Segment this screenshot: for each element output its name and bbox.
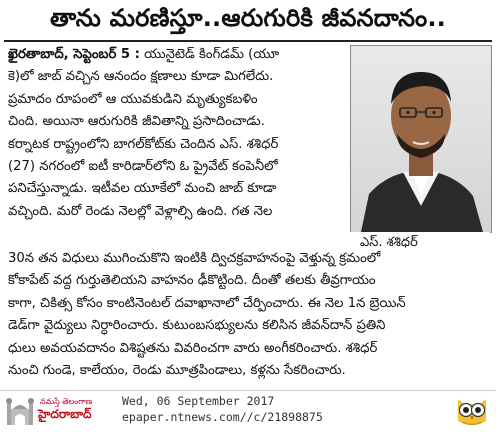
logo-city: హైదరాబాద్ [38, 407, 92, 421]
epaper-footer [0, 390, 496, 429]
article-line: 30న తన విధులు ముగించుకొని ఇంటికి ద్విచక్రవాహనంపై వెళ్తున్న క్రమంలో [8, 251, 381, 266]
article-line [8, 44, 348, 66]
article-line: నుంచి గుండె, కాలేయం, రెండు మూత్రపిండాలు, కళ్లను సేకరించారు. [8, 363, 346, 379]
epaper-link[interactable]: epaper.ntnews.com//c/21898875 [122, 410, 323, 424]
article-column [8, 44, 348, 223]
owl-icon[interactable] [452, 391, 492, 429]
charminar-logo[interactable] [4, 393, 93, 427]
photo-caption: ఎస్. శశిధర్ [350, 232, 490, 254]
portrait-illustration [351, 46, 491, 232]
edition-date: Wed, 06 September 2017 [122, 394, 275, 408]
article-body [0, 42, 496, 388]
headline: తాను మరణిస్తూ..ఆరుగురికి జీవనదానం.. [50, 4, 446, 32]
article-line: కె)లో జాబ్ వచ్చిన ఆనందం క్షణాలు కూడా మిగలేదు. [8, 69, 274, 85]
article-line: కాగా, చికిత్స కోసం కాంటినెంటల్ దవాఖానాలో చేర్పించారు. ఈ నెల 1న బ్రెయిన్ [8, 295, 406, 311]
article-wide-column [8, 248, 490, 382]
article-line: (27) నగరంలో ఐటీ కారిడార్‌లోని ఓ ప్రైవేట్ కంపెనీలో [8, 159, 278, 175]
article-line: ధులు అవయవదానం విశిష్టతను వివరించగా వారు అంగీకరించారు. శశిధర్ [8, 340, 378, 356]
article-line: చింది. అయినా ఆరుగురికి జీవితాన్ని ప్రసాదించాడు. [8, 114, 265, 130]
dateline: ఖైరతాబాద్, సెప్టెంబర్ 5 : [8, 47, 140, 62]
logo-tagline: నమస్తే తెలంగాణ [40, 397, 93, 406]
owl-mascot [452, 391, 492, 429]
charminar-icon [4, 393, 36, 427]
article-line: వచ్చింది. మరో రెండు నెలల్లో వెళ్లాల్సి ఉంది. గత నెల [8, 203, 273, 219]
article-line: డెడ్‌గా వైద్యులు నిర్ధారించారు. కుటుంబసభ్యులను కలిసిన జీవన్‌దాన్ ప్రతిని [8, 318, 386, 334]
article-line: కోకాపేట్ వద్ద గుర్తుతెలియని వాహనం ఢీకొట్టింది. దీంతో తలకు తీవ్రగాయం [8, 273, 376, 289]
article-line: పనిచేస్తున్నాడు. ఇటీవల యూకేలో మంచి జాబ్ కూడా [8, 181, 277, 197]
article-line-text: యునైటెడ్ కింగ్‌డమ్ (యూ [139, 47, 280, 62]
article-line: కర్నాటక రాష్ట్రంలోని బాగల్‌కోట్‌కు చెందిన ఎస్. శశిధర్ [8, 136, 279, 152]
portrait-photo [350, 45, 492, 233]
article-line: ప్రమాదం రూపంలో ఆ యువకుడిని మృత్యుకబళిం [8, 91, 258, 107]
